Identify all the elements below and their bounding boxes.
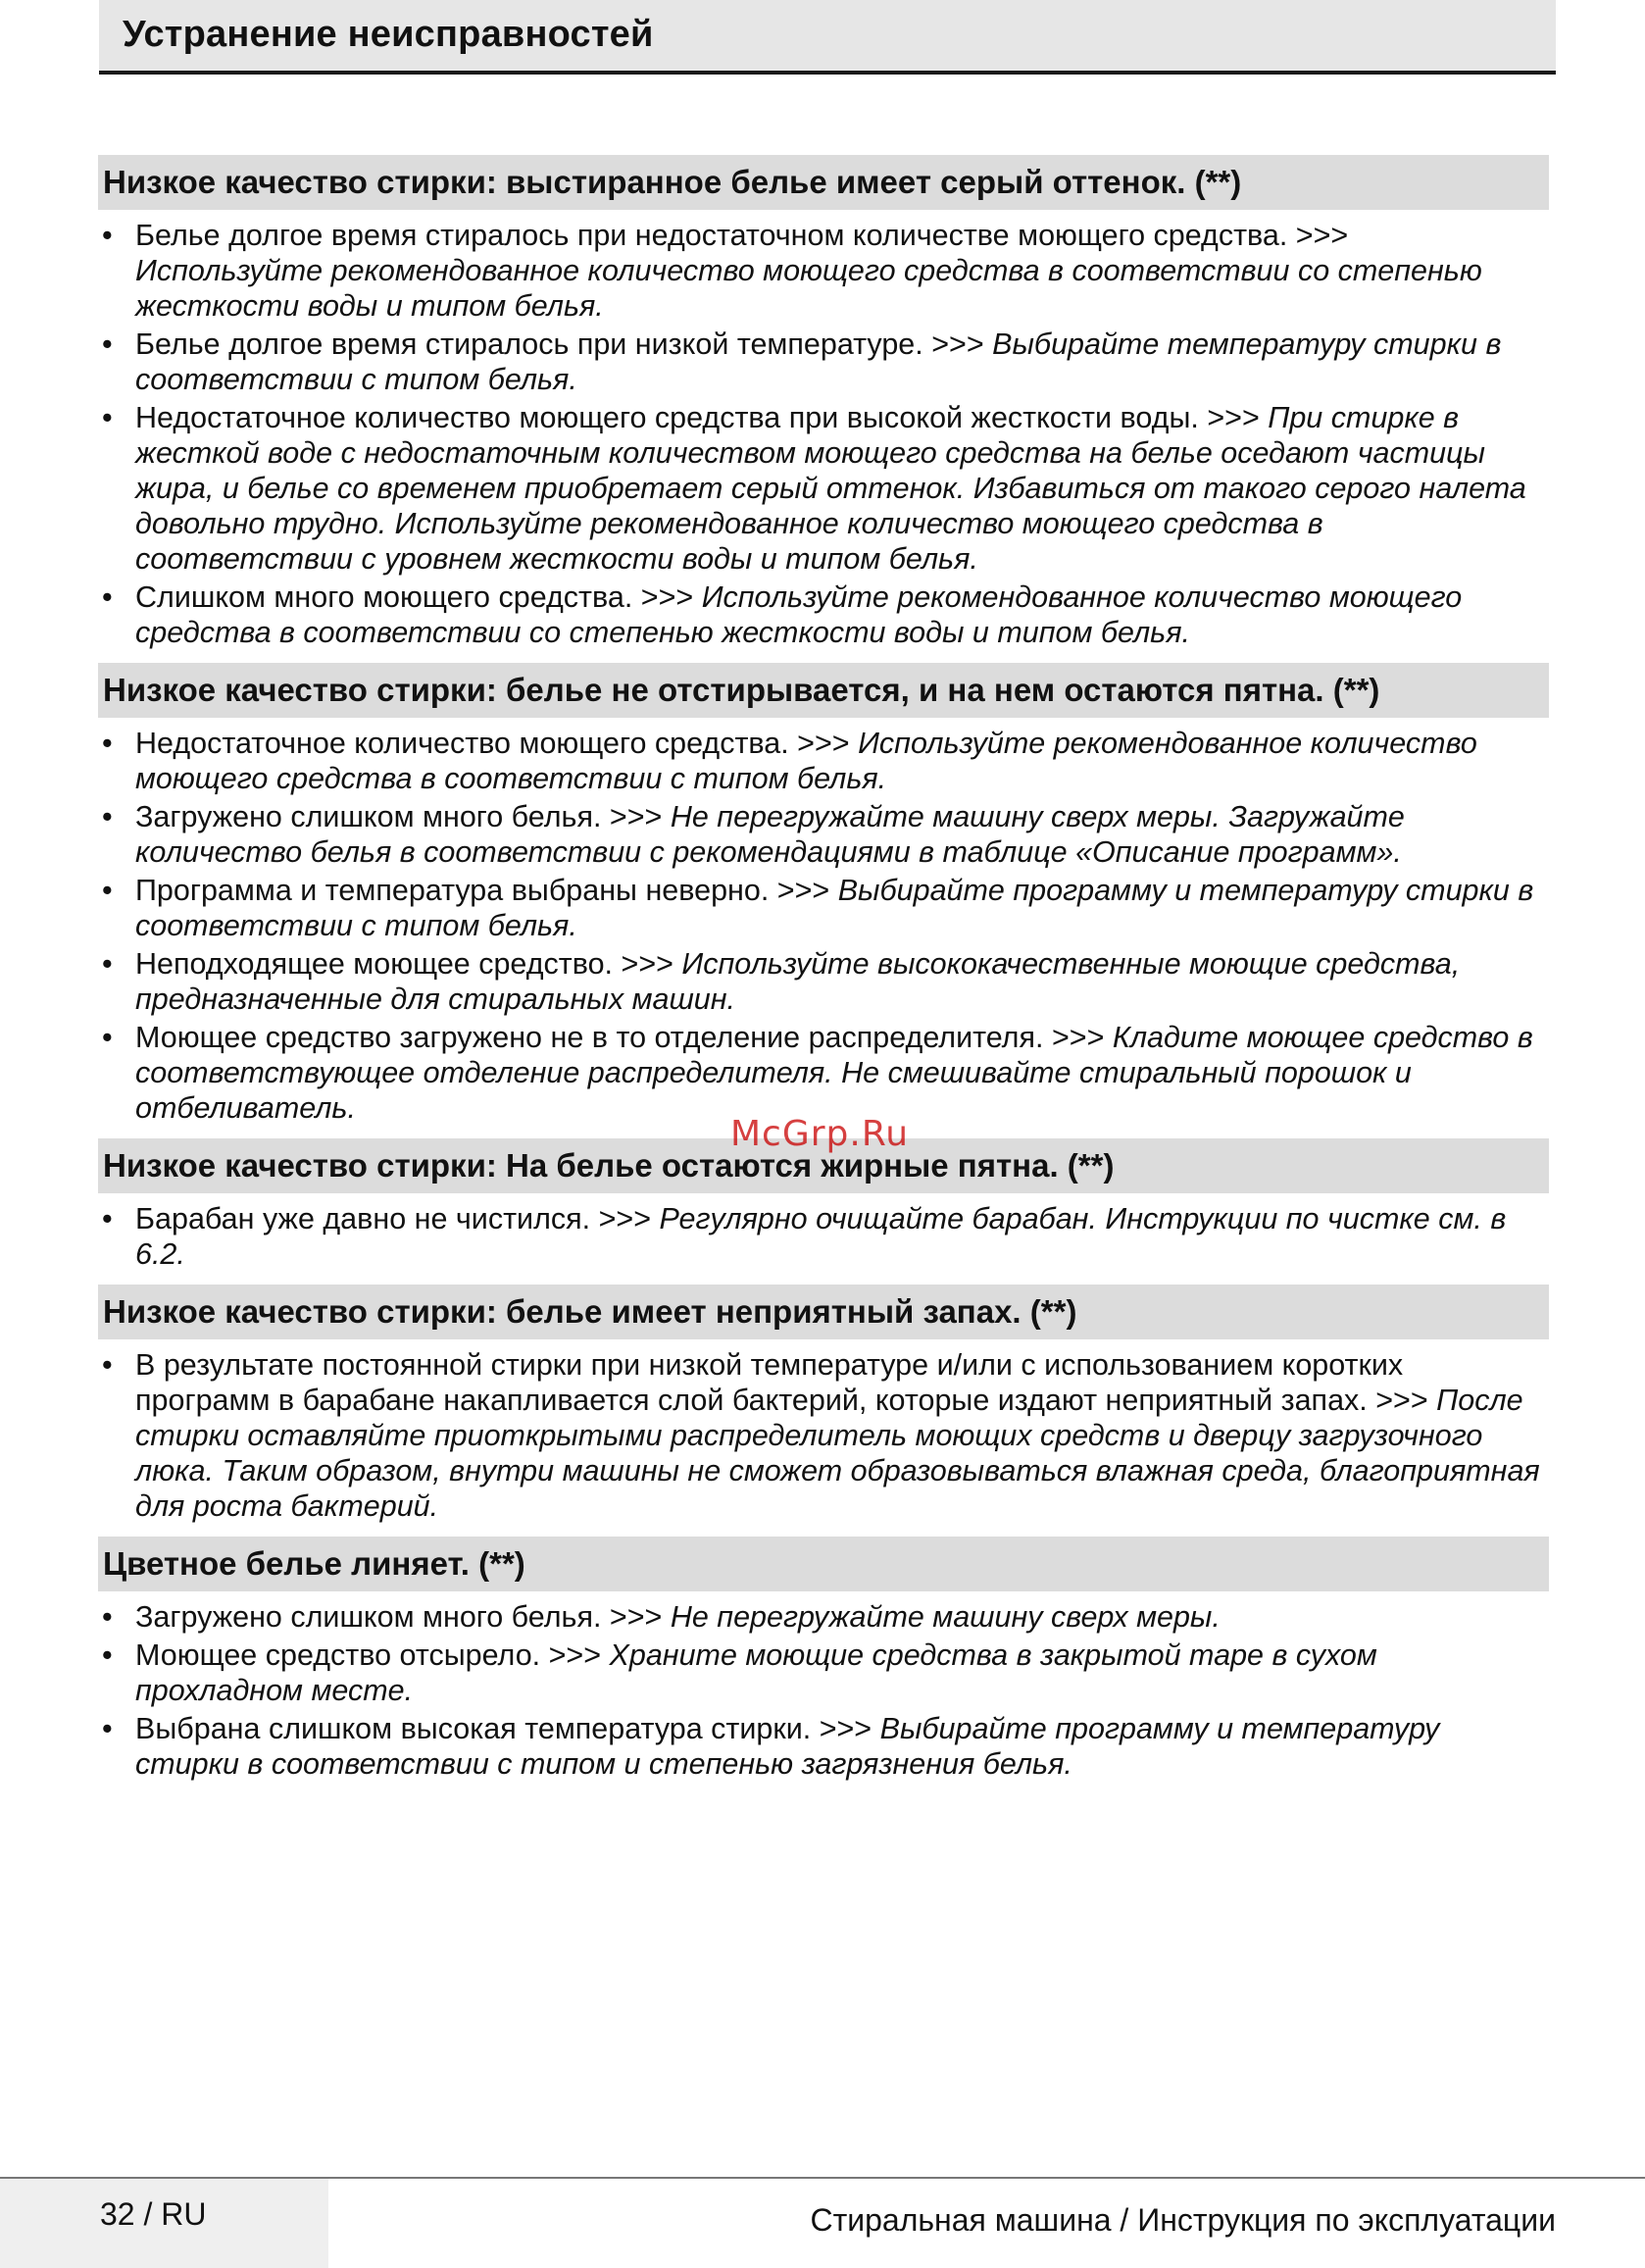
problem-list — [98, 718, 1549, 1138]
page-title: Устранение неисправностей — [123, 14, 654, 55]
bullet-icon: • — [102, 1600, 113, 1634]
problem-remedy: Выбирайте программу и температуру стирки в соответствии с типом белья. — [135, 874, 1534, 942]
bullet-icon: • — [102, 800, 113, 833]
section-heading: Низкое качество стирки: На белье остаются жирные пятна. (**) — [98, 1138, 1549, 1193]
bullet-icon: • — [102, 874, 113, 907]
bullet-icon: • — [102, 1638, 113, 1672]
section-heading: Низкое качество стирки: белье имеет неприятный запах. (**) — [98, 1285, 1549, 1339]
problem-cause: Выбрана слишком высокая температура стирки. >>> — [135, 1712, 880, 1745]
problem-remedy: Выбирайте программу и температуру стирки в соответствии с типом и степенью загрязнения белья. — [135, 1712, 1440, 1781]
page-number: 32 / RU — [100, 2196, 207, 2232]
problem-cause: Недостаточное количество моющего средства при высокой жесткости воды. >>> — [135, 401, 1269, 434]
bullet-icon: • — [102, 328, 113, 361]
list-item — [98, 726, 1549, 796]
section-greasy-stains — [98, 1138, 1549, 1285]
list-item — [98, 1020, 1549, 1126]
section-colour-fading — [98, 1537, 1549, 1794]
troubleshooting-content — [98, 155, 1549, 1794]
problem-remedy: Не перегружайте машину сверх меры. Загружайте количество белья в соответствии с рекомендациями в таблице «Описание программ». — [135, 800, 1405, 869]
list-item — [98, 1201, 1549, 1272]
problem-cause: Слишком много моющего средства. >>> — [135, 580, 702, 614]
problem-remedy: Используйте рекомендованное количество моющего средства в соответствии со степенью жесткости воды и типом белья. — [135, 254, 1482, 323]
problem-remedy: После стирки оставляйте приоткрытыми распределитель моющих средств и дверцу загрузочного люка. Таким образом, внутри машины не сможет образовываться влажная среда, благоприятная для роста бактерий. — [135, 1384, 1540, 1523]
problem-cause: Белье долгое время стиралось при недостаточном количестве моющего средства. >>> — [135, 219, 1349, 252]
problem-remedy: Не перегружайте машину сверх меры. — [670, 1600, 1221, 1634]
bullet-icon: • — [102, 1021, 113, 1054]
problem-remedy: Используйте высококачественные моющие средства, предназначенные для стиральных машин. — [135, 947, 1461, 1016]
problem-cause: В результате постоянной стирки при низкой температуре и/или с использованием коротких программ в барабане накапливается слой бактерий, которые издают неприятный запах. >>> — [135, 1348, 1437, 1417]
problem-cause: Моющее средство загружено не в то отделение распределителя. >>> — [135, 1021, 1113, 1054]
problem-list — [98, 1193, 1549, 1285]
document-title: Стиральная машина / Инструкция по эксплуатации — [810, 2202, 1556, 2238]
list-item — [98, 799, 1549, 870]
bullet-icon: • — [102, 219, 113, 252]
problem-remedy: Используйте рекомендованное количество моющего средства в соответствии со степенью жесткости воды и типом белья. — [135, 580, 1463, 649]
list-item — [98, 1711, 1549, 1782]
list-item — [98, 1599, 1549, 1635]
list-item — [98, 400, 1549, 577]
problem-list — [98, 1339, 1549, 1537]
list-item — [98, 1347, 1549, 1524]
problem-remedy: При стирке в жесткой воде с недостаточным количеством моющего средства на белье оседают частицы жира, и белье со временем приобретает серый оттенок. Избавиться от такого серого налета довольно трудно. Используйте рекомендованное количество моющего средства в соответствии с уровнем жесткости воды и типом белья. — [135, 401, 1526, 576]
bullet-icon: • — [102, 727, 113, 760]
problem-cause: Недостаточное количество моющего средства. >>> — [135, 727, 859, 760]
problem-cause: Белье долгое время стиралось при низкой температуре. >>> — [135, 328, 993, 361]
list-item — [98, 1638, 1549, 1708]
bullet-icon: • — [102, 1202, 113, 1235]
bullet-icon: • — [102, 1712, 113, 1745]
bullet-icon: • — [102, 401, 113, 434]
problem-remedy: Кладите моющее средство в соответствующее отделение распределителя. Не смешивайте стиральный порошок и отбеливатель. — [135, 1021, 1533, 1125]
section-grey-laundry — [98, 155, 1549, 663]
bullet-icon: • — [102, 1348, 113, 1382]
list-item — [98, 218, 1549, 324]
problem-list — [98, 1591, 1549, 1794]
list-item — [98, 327, 1549, 397]
list-item — [98, 873, 1549, 943]
problem-remedy: Выбирайте температуру стирки в соответствии с типом белья. — [135, 328, 1502, 396]
section-bad-smell — [98, 1285, 1549, 1537]
problem-cause: Программа и температура выбраны неверно. >>> — [135, 874, 838, 907]
problem-cause: Моющее средство отсырело. >>> — [135, 1638, 610, 1672]
section-stains-remain — [98, 663, 1549, 1138]
section-heading: Низкое качество стирки: белье не отстирывается, и на нем остаются пятна. (**) — [98, 663, 1549, 718]
problem-list — [98, 210, 1549, 663]
problem-cause: Барабан уже давно не чистился. >>> — [135, 1202, 660, 1235]
list-item — [98, 946, 1549, 1017]
problem-remedy: Регулярно очищайте барабан. Инструкции по чистке см. в 6.2. — [135, 1202, 1507, 1271]
section-heading: Низкое качество стирки: выстиранное белье имеет серый оттенок. (**) — [98, 155, 1549, 210]
watermark: McGrp.Ru — [730, 1114, 910, 1154]
list-item — [98, 580, 1549, 650]
problem-cause: Загружено слишком много белья. >>> — [135, 800, 671, 833]
bullet-icon: • — [102, 947, 113, 981]
problem-cause: Загружено слишком много белья. >>> — [135, 1600, 671, 1634]
section-heading: Цветное белье линяет. (**) — [98, 1537, 1549, 1591]
problem-remedy: Храните моющие средства в закрытой таре в сухом прохладном месте. — [135, 1638, 1377, 1707]
page-header — [99, 0, 1556, 75]
problem-cause: Неподходящее моющее средство. >>> — [135, 947, 682, 981]
problem-remedy: Используйте рекомендованное количество моющего средства в соответствии с типом белья. — [135, 727, 1477, 795]
bullet-icon: • — [102, 580, 113, 614]
